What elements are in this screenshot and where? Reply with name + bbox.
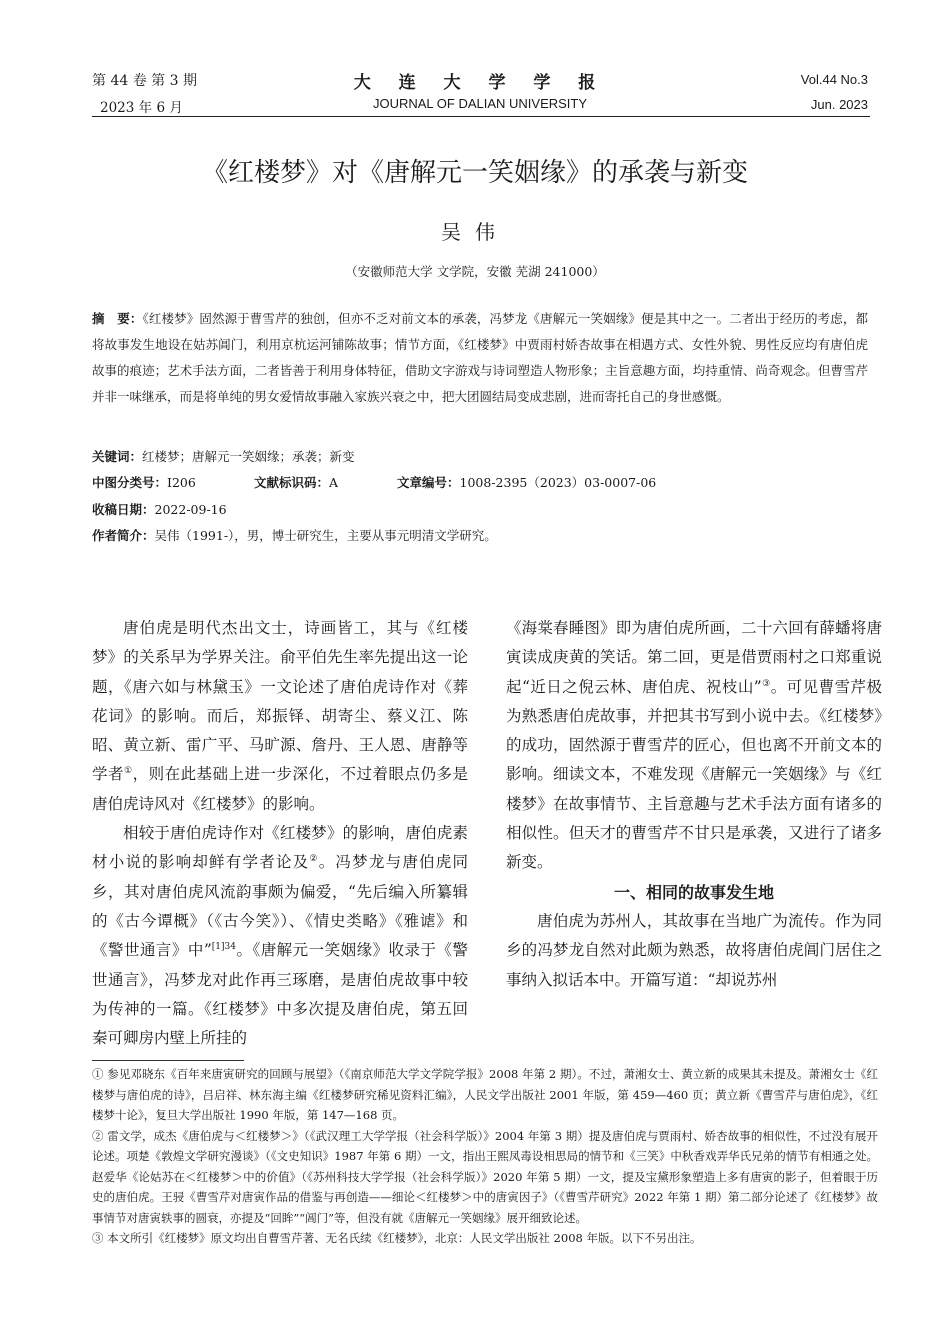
- header-rule: [92, 116, 870, 117]
- clc-code: I206: [167, 475, 196, 490]
- journal-name-en: JOURNAL OF DALIAN UNIVERSITY: [372, 96, 588, 111]
- paper-title: 《红楼梦》对《唐解元一笑姻缘》的承袭与新变: [201, 158, 748, 188]
- body-text: 《海棠春睡图》即为唐伯虎所画，二十六回有薛蟠将唐寅读成庚黄的笑话。第二回，更是借贾雨村之口郑重说起“近日之倪云林、唐伯虎、祝枝山”: [506, 619, 882, 696]
- body-text: 。冯梦龙与唐伯虎同乡，其对唐伯虎风流韵事颇为偏爱，“先后编入所纂辑的《古今谭概》（《古今笑》）、《情史类略》《雅谑》和《警世通言》中”: [92, 853, 468, 960]
- footnote: ① 参见邓晓东《百年来唐寅研究的回顾与展望》（《南京师范大学文学院学报》2008 年第 2 期）。不过，萧湘女士、黄立新的成果其未提及。萧湘女士《红楼梦与唐伯虎的诗》，吕启祥、林东海主编《红楼梦研究稀见资料汇编》，人民文学出版社 2001 年版，第 459—460 页；黄立新《曹雪芹与唐伯虎》，《红楼梦十论》，复旦大学出版社 1990 年版，第 147—168 页。: [92, 1067, 878, 1122]
- body-column-right: [506, 614, 882, 995]
- footnote-ref[interactable]: ②: [309, 854, 319, 865]
- body-text: ，则在此基础上进一步深化，不过着眼点仍多是唐伯虎诗风对《红楼梦》的影响。: [92, 765, 468, 813]
- keywords-label: 关键词：: [92, 449, 143, 464]
- body-text: 。《唐解元一笑姻缘》收录于《警世通言》，冯梦龙对此作再三琢磨，是唐伯虎故事中较为传神的一篇。《红楼梦》中多次提及唐伯虎，第五回秦可卿房内壁上所挂的: [92, 941, 468, 1048]
- article-no-label: 文章编号：: [397, 475, 460, 490]
- abstract-text: 《红楼梦》固然源于曹雪芹的独创，但亦不乏对前文本的承袭，冯梦龙《唐解元一笑姻缘》便是其中之一。二者出于经历的考虑，都将故事发生地设在姑苏阊门，利用京杭运河铺陈故事；情节方面，《红楼梦》中贾雨村娇杏故事在相遇方式、女性外貌、男性反应均有唐伯虎故事的痕迹；艺术手法方面，二者皆善于利用身体特征，借助文字游戏与诗词塑造人物形象；主旨意趣方面，均持重情、尚奇观念。但曹雪芹并非一味继承，而是将单纯的男女爱情故事融入家族兴衰之中，把大团圆结局变成悲剧，进而寄托自己的身世感慨。: [92, 311, 868, 404]
- doc-code-label: 文献标识码：: [254, 475, 330, 490]
- body-paragraph: [92, 614, 468, 819]
- citation-ref[interactable]: [1]34: [211, 942, 236, 953]
- affiliation: （安徽师范大学 文学院，安徽 芜湖 241000）: [345, 264, 605, 279]
- volume-issue-cn: 第 44 卷 第 3 期: [92, 73, 197, 89]
- classification-line: [92, 470, 868, 496]
- footnote: ② 雷文学，成杰《唐伯虎与＜红楼梦＞》（《武汉理工大学学报（社会科学版）》2004 年第 3 期）提及唐伯虎与贾雨村、娇杏故事的相似性，不过没有展开论述。项楚《敦煌文学研究漫谈》（《文史知识》1987 年第 6 期）一文，指出王熙凤毒设相思局的情节和《三笑》中秋香戏弄华氏兄弟的情节有相通之处。赵爱华《论姑苏在＜红楼梦＞中的价值》（《苏州科技大学学报（社会科学版）》2020 年第 5 期）一文，提及宝黛形象塑造上多有唐寅的影子，但着眼于历史的唐伯虎。王骎《曹雪芹对唐寅作品的借鉴与再创造——细论＜红楼梦＞中的唐寅因子》（《曹雪芹研究》2022 年第 1 期）第二部分论述了《红楼梦》故事情节对唐寅轶事的圆衰，亦提及“回眸”“阊门”等，但没有就《唐解元一笑姻缘》展开细致论述。: [92, 1128, 878, 1225]
- body-paragraph: [92, 819, 468, 1053]
- abstract: [92, 306, 868, 410]
- footnote-ref[interactable]: ①: [124, 766, 133, 777]
- received-label: 收稿日期：: [92, 502, 155, 517]
- bio-label: 作者简介：: [92, 528, 155, 543]
- body-text: 唐伯虎是明代杰出文士，诗画皆工，其与《红楼梦》的关系早为学界关注。俞平伯先生率先提出这一论题，《唐六如与林黛玉》一文论述了唐伯虎诗作对《葬花词》的影响。而后，郑振铎、胡寄尘、蔡义江、陈昭、黄立新、雷广平、马旷源、詹丹、王人恩、唐静等学者: [92, 619, 468, 784]
- journal-name-cn: 大 连 大 学 学 报: [353, 73, 607, 93]
- author-name: 吴伟: [441, 220, 509, 244]
- bio-text: 吴伟（1991-），男，博士研究生，主要从事元明清文学研究。: [154, 528, 497, 543]
- footnotes: [92, 1064, 878, 1249]
- clc-label: 中图分类号：: [92, 475, 168, 490]
- article-no: 1008-2395（2023）03-0007-06: [459, 475, 657, 490]
- abstract-label: 摘 要：: [92, 311, 143, 326]
- volume-issue-en: Vol.44 No.3: [800, 72, 868, 87]
- body-text: 。可见曹雪芹极为熟悉唐伯虎故事，并把其书写到小说中去。《红楼梦》的成功，固然源于曹雪芹的匠心，但也离不开前文本的影响。细读文本，不难发现《唐解元一笑姻缘》与《红楼梦》在故事情节、主旨意趣与艺术手法方面有诸多的相似性。但天才的曹雪芹不甘只是承袭，又进行了诸多新变。: [506, 677, 882, 872]
- keywords: [92, 444, 868, 470]
- running-header: [92, 70, 868, 118]
- body-paragraph: [506, 614, 882, 878]
- body-column-left: [92, 614, 468, 1053]
- body-paragraph: 唐伯虎为苏州人，其故事在当地广为流传。作为同乡的冯梦龙自然对此颇为熟悉，故将唐伯虎阊门居住之事纳入拟话本中。开篇写道：“却说苏州: [506, 911, 882, 989]
- date-en: Jun. 2023: [810, 97, 868, 112]
- date-cn: 2023 年 6 月: [100, 100, 183, 116]
- footnote-ref[interactable]: ③: [761, 678, 771, 689]
- keywords-text: 红楼梦；唐解元一笑姻缘；承袭；新变: [142, 449, 355, 464]
- body-text: 相较于唐伯虎诗作对《红楼梦》的影响，唐伯虎素材小说的影响却鲜有学者论及: [92, 824, 468, 872]
- received-date: [92, 497, 868, 523]
- author-bio: [92, 523, 868, 549]
- footnote: ③ 本文所引《红楼梦》原文均出自曹雪芹著、无名氏续《红楼梦》，北京：人民文学出版社 2008 年版。以下不另出注。: [92, 1231, 702, 1245]
- doc-code: A: [329, 475, 339, 490]
- footnote-rule: [92, 1060, 244, 1061]
- section-heading: 一、相同的故事发生地: [613, 882, 774, 902]
- received-text: 2022-09-16: [154, 502, 227, 517]
